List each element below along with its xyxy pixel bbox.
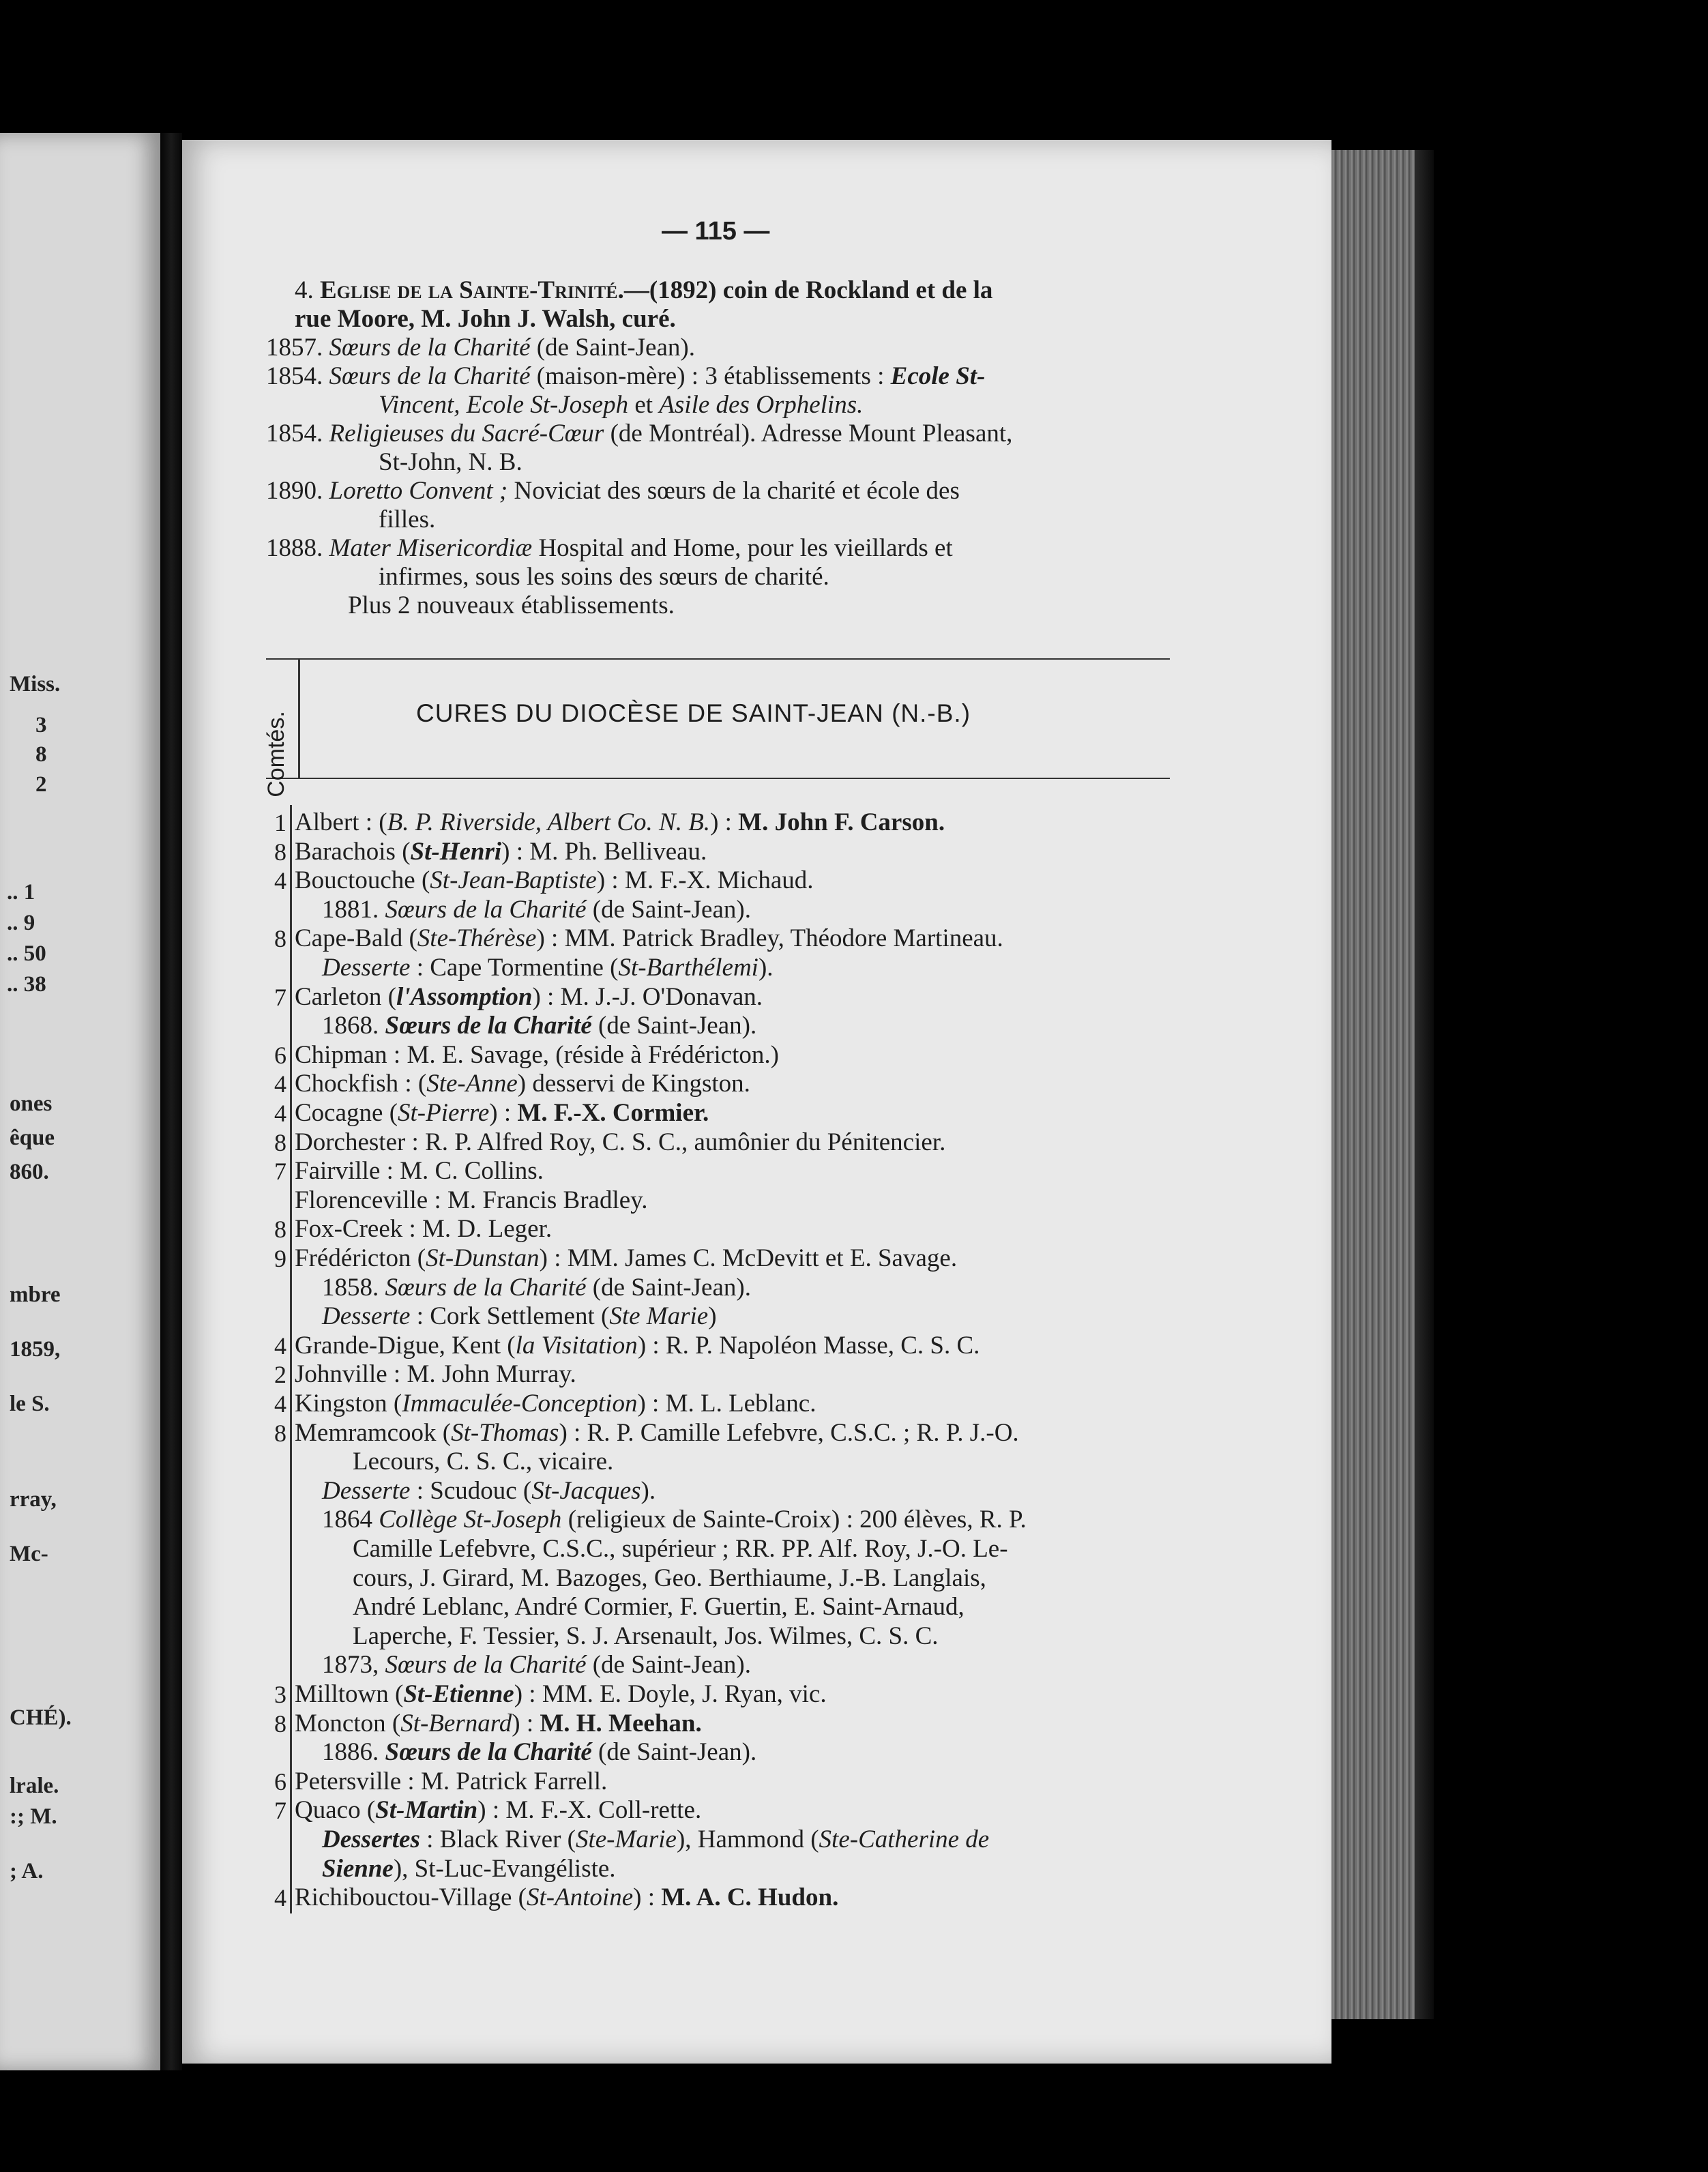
- parish-entry: [322, 896, 751, 924]
- text-run: B. P. Riverside, Albert Co. N. B.: [387, 808, 711, 836]
- text-run: Quaco (: [295, 1796, 376, 1825]
- text-run: Ecole St-: [890, 362, 986, 390]
- text-run: ) : MM. E. Doyle, J. Ryan, vic.: [514, 1680, 827, 1708]
- parish-entry: [295, 1070, 750, 1098]
- parish-entry: [295, 1186, 648, 1215]
- text-run: ) : R. P. Camille Lefebvre, C.S.C. ; R. P. J.-O.: [559, 1418, 1019, 1447]
- text-run: Cocagne (: [295, 1099, 398, 1127]
- text-run: Barachois (: [295, 837, 411, 866]
- text-run: (maison-mère) : 3 établissements :: [530, 362, 891, 390]
- text-run: St-Antoine: [526, 1883, 634, 1912]
- left-page-text: rray,: [10, 1487, 57, 1512]
- comte-count: 4: [274, 1884, 286, 1912]
- comte-count: 8: [274, 1709, 286, 1737]
- comte-count: 8: [274, 1419, 286, 1447]
- text-run: la Visitation: [515, 1331, 638, 1360]
- text-run: Religieuses du Sacré-Cœur: [329, 420, 604, 447]
- comtes-column-header: Comtés.: [263, 710, 289, 797]
- comte-count: 4: [274, 867, 286, 895]
- table-title: CURES DU DIOCÈSE DE SAINT-JEAN (N.-B.): [416, 699, 971, 727]
- parish-entry: [322, 1651, 751, 1679]
- text-run: Cape-Bald (: [295, 924, 417, 953]
- parish-entry: [295, 1041, 779, 1070]
- intro-line: [295, 305, 676, 334]
- parish-entry: [322, 1855, 616, 1883]
- text-run: ) : M. Ph. Belliveau.: [501, 837, 707, 866]
- text-run: Sienne: [322, 1854, 394, 1883]
- text-run: —(1892) coin de Rockland et de la: [623, 276, 993, 304]
- comte-count: 9: [274, 1245, 286, 1272]
- intro-line: [266, 534, 953, 563]
- intro-line: [379, 505, 435, 534]
- text-run: Albert : (: [295, 808, 387, 836]
- text-run: Sœurs de la Charité: [385, 1651, 587, 1679]
- parish-entry: [322, 1274, 751, 1302]
- text-run: Ste-Catherine de: [819, 1825, 990, 1853]
- comte-count: 4: [274, 1100, 286, 1127]
- text-run: Camille Lefebvre, C.S.C., supérieur ; RR. PP. Alf. Roy, J.-O. Le-: [353, 1535, 1008, 1563]
- text-run: St-Etienne: [403, 1680, 514, 1708]
- text-run: Sœurs de la Charité: [329, 334, 531, 362]
- parish-entry: [353, 1622, 939, 1651]
- text-run: St-Jean-Baptiste: [430, 866, 597, 895]
- text-run: ) : R. P. Napoléon Masse, C. S. C.: [637, 1331, 980, 1360]
- comte-count: 8: [274, 838, 286, 866]
- text-run: Immaculée-Conception: [402, 1390, 638, 1418]
- text-run: Richibouctou-Village (: [295, 1883, 527, 1912]
- left-page-text: 1859,: [10, 1337, 61, 1362]
- text-run: ) :: [633, 1883, 662, 1912]
- text-run: : Cape Tormentine (: [410, 954, 619, 982]
- parish-entry: [322, 1477, 656, 1506]
- intro-line: [266, 362, 985, 391]
- table-header-rule: [266, 778, 1170, 779]
- text-run: Desserte: [322, 1302, 411, 1331]
- parish-entry: [295, 1767, 607, 1796]
- text-run: Ste-Thérèse: [417, 924, 537, 953]
- intro-line: [348, 591, 675, 620]
- parish-entry: [322, 954, 774, 982]
- text-run: Frédéricton (: [295, 1244, 426, 1272]
- parish-entry: [295, 1157, 544, 1186]
- text-run: rue Moore, M. John J. Walsh, curé.: [295, 305, 676, 333]
- comte-count: 7: [274, 983, 286, 1011]
- text-run: 4.: [295, 276, 320, 304]
- parish-entry: [295, 1244, 957, 1273]
- text-run: Eglise de la Sainte-Trinité.: [320, 276, 624, 304]
- text-run: ) : MM. Patrick Bradley, Théodore Martineau.: [536, 924, 1003, 953]
- text-run: Laperche, F. Tessier, S. J. Arsenault, Jos. Wilmes, C. S. C.: [353, 1621, 939, 1650]
- comte-count: 8: [274, 1128, 286, 1156]
- text-run: M. H. Meehan.: [540, 1709, 702, 1737]
- text-run: St-Pierre: [398, 1099, 490, 1127]
- text-run: 1864: [322, 1506, 379, 1534]
- text-run: Collège St-Joseph: [379, 1506, 562, 1534]
- text-run: (religieux de Sainte-Croix) : 200 élèves, R. P.: [561, 1506, 1027, 1534]
- text-run: ) : M. J.-J. O'Donavan.: [532, 982, 763, 1011]
- page-number: — 115 —: [662, 217, 770, 246]
- left-page-text: Miss.: [10, 672, 61, 696]
- text-run: l'Assomption: [396, 982, 533, 1011]
- text-run: Florenceville : M. Francis Bradley.: [295, 1186, 648, 1214]
- text-run: 1881.: [322, 895, 385, 924]
- parish-entry: [295, 1128, 945, 1157]
- text-run: ), Hammond (: [676, 1825, 819, 1853]
- text-run: Milltown (: [295, 1680, 404, 1708]
- intro-line: [266, 420, 1012, 448]
- text-run: Dessertes: [322, 1825, 420, 1853]
- text-run: Fairville : M. C. Collins.: [295, 1157, 544, 1186]
- text-run: St-Thomas: [451, 1418, 559, 1447]
- text-run: ), St-Luc-Evangéliste.: [393, 1854, 616, 1883]
- text-run: Bouctouche (: [295, 866, 430, 895]
- text-run: M. John F. Carson.: [738, 808, 945, 836]
- text-run: ).: [758, 954, 774, 982]
- text-run: St-John, N. B.: [379, 448, 522, 476]
- parish-entry: [353, 1535, 1008, 1564]
- parish-entry: [353, 1448, 613, 1476]
- left-page-text: Mc-: [10, 1542, 48, 1566]
- text-run: 1890.: [266, 477, 329, 505]
- text-run: Memramcook (: [295, 1418, 452, 1447]
- text-run: Noviciat des sœurs de la charité et école des: [507, 477, 960, 505]
- text-run: ) : M. F.-X. Michaud.: [596, 866, 814, 895]
- text-run: M. F.-X. Cormier.: [517, 1099, 709, 1127]
- text-run: Fox-Creek : M. D. Leger.: [295, 1215, 553, 1244]
- text-run: (de Saint-Jean).: [586, 1651, 751, 1679]
- text-run: Sœurs de la Charité: [385, 895, 587, 924]
- text-run: St-Jacques: [531, 1476, 641, 1505]
- text-run: Sœurs de la Charité: [385, 1012, 592, 1040]
- text-run: Chipman : M. E. Savage, (réside à Frédéricton.): [295, 1040, 779, 1069]
- comte-count: 4: [274, 1390, 286, 1418]
- left-page-text: 2: [35, 772, 47, 797]
- text-run: ).: [640, 1476, 656, 1505]
- parish-entry: [295, 1883, 838, 1912]
- parish-entry: [322, 1738, 756, 1767]
- text-run: 1868.: [322, 1012, 385, 1040]
- text-run: Hospital and Home, pour les vieillards et: [532, 534, 953, 562]
- parish-entry: [295, 1332, 980, 1360]
- parish-entry: [322, 1302, 717, 1331]
- text-run: (de Saint-Jean).: [591, 1012, 757, 1040]
- text-run: St-Henri: [410, 837, 502, 866]
- parish-entry: [295, 1680, 827, 1709]
- text-run: Asile des Orphelins.: [659, 391, 864, 419]
- text-run: (de Saint-Jean).: [591, 1738, 757, 1767]
- text-run: : Black River (: [419, 1825, 576, 1853]
- text-run: St-Barthélemi: [618, 954, 759, 982]
- left-page-text: le S.: [10, 1392, 50, 1416]
- parish-entry: [295, 1099, 709, 1128]
- text-run: ) : MM. James C. McDevitt et E. Savage.: [539, 1244, 958, 1272]
- parish-entry: [322, 1825, 989, 1854]
- parish-entry: [295, 1390, 816, 1418]
- text-run: St-Dunstan: [426, 1244, 540, 1272]
- text-run: Ste-Marie: [575, 1825, 677, 1853]
- text-run: 1886.: [322, 1738, 385, 1767]
- text-run: Vincent, Ecole St-Joseph: [379, 391, 629, 419]
- text-run: Johnville : M. John Murray.: [295, 1360, 576, 1389]
- text-run: ) desservi de Kingston.: [517, 1070, 750, 1098]
- parish-entry: [295, 838, 707, 866]
- comte-count: 1: [274, 809, 286, 836]
- text-run: (de Saint-Jean).: [586, 895, 751, 924]
- parish-entry: [353, 1593, 965, 1621]
- text-run: : Scudouc (: [410, 1476, 532, 1505]
- intro-line: [266, 334, 695, 362]
- left-page-text: ones: [10, 1091, 53, 1116]
- book-gutter: [160, 133, 182, 2070]
- text-run: et: [628, 391, 660, 419]
- parish-entry: [322, 1012, 756, 1040]
- text-run: Desserte: [322, 1476, 411, 1505]
- parish-entry: [322, 1506, 1027, 1534]
- text-run: Kingston (: [295, 1390, 402, 1418]
- intro-line: [379, 448, 522, 477]
- text-run: ) :: [710, 808, 739, 836]
- comte-count: 8: [274, 1216, 286, 1244]
- text-run: Desserte: [322, 954, 411, 982]
- text-run: Lecours, C. S. C., vicaire.: [353, 1448, 614, 1476]
- comte-count: 3: [274, 1681, 286, 1708]
- left-page-text: :; M.: [10, 1804, 57, 1829]
- page-edges: [1331, 150, 1434, 2019]
- text-run: Ste Marie: [609, 1302, 709, 1331]
- text-run: : Cork Settlement (: [410, 1302, 610, 1331]
- text-run: André Leblanc, André Cormier, F. Guertin, E. Saint-Arnaud,: [353, 1593, 965, 1621]
- left-page-text: .. 1: [7, 880, 35, 905]
- text-run: St-Bernard: [400, 1709, 512, 1737]
- text-run: ) :: [512, 1709, 540, 1737]
- comte-count: 7: [274, 1797, 286, 1825]
- text-run: Petersville : M. Patrick Farrell.: [295, 1767, 608, 1795]
- text-run: Sœurs de la Charité: [329, 362, 531, 390]
- left-page-text: 860.: [10, 1160, 49, 1184]
- comte-count: 6: [274, 1041, 286, 1069]
- text-run: Loretto Convent ;: [329, 477, 508, 505]
- text-run: 1854.: [266, 362, 329, 390]
- header-column-rule: [298, 658, 300, 778]
- text-run: Moncton (: [295, 1709, 401, 1737]
- table-top-rule: [266, 658, 1170, 660]
- text-run: ) :: [489, 1099, 518, 1127]
- comte-count: 2: [274, 1361, 286, 1389]
- left-page-fragment: [0, 133, 160, 2070]
- text-run: (de Saint-Jean).: [586, 1273, 751, 1302]
- text-run: Chockfish : (: [295, 1070, 427, 1098]
- text-run: 1854.: [266, 420, 329, 447]
- left-page-text: 3: [35, 713, 47, 737]
- text-run: 1888.: [266, 534, 329, 562]
- text-run: Plus 2 nouveaux établissements.: [348, 591, 675, 619]
- left-page-text: CHÉ).: [10, 1705, 72, 1730]
- comte-count: 8: [274, 925, 286, 953]
- left-page-text: lrale.: [10, 1774, 59, 1798]
- parish-entry: [295, 866, 814, 895]
- left-page-text: êque: [10, 1126, 55, 1150]
- parish-entry: [353, 1564, 986, 1593]
- text-run: St-Martin: [375, 1796, 478, 1825]
- parish-entry: [295, 1796, 701, 1825]
- intro-line: [295, 276, 992, 305]
- parish-entry: [295, 1215, 552, 1244]
- text-run: Sœurs de la Charité: [385, 1273, 587, 1302]
- comte-count: 6: [274, 1767, 286, 1795]
- text-run: (de Montréal). Adresse Mount Pleasant,: [604, 420, 1013, 447]
- intro-line: [266, 477, 960, 505]
- comte-count: 4: [274, 1070, 286, 1098]
- count-column-rule: [290, 805, 292, 1913]
- left-page-text: .. 50: [7, 941, 46, 966]
- left-page-text: .. 38: [7, 972, 46, 997]
- text-run: Dorchester : R. P. Alfred Roy, C. S. C., aumônier du Pénitencier.: [295, 1128, 946, 1156]
- text-run: ) : M. F.-X. Coll-rette.: [477, 1796, 702, 1825]
- parish-entry: [295, 983, 763, 1012]
- text-run: ) : M. L. Leblanc.: [637, 1390, 816, 1418]
- parish-entry: [295, 1709, 702, 1738]
- intro-line: [379, 563, 829, 591]
- text-run: Sœurs de la Charité: [385, 1738, 592, 1767]
- text-run: 1873,: [322, 1651, 385, 1679]
- parish-entry: [295, 924, 1003, 953]
- parish-entry: [295, 1360, 576, 1389]
- text-run: filles.: [379, 505, 436, 533]
- left-page-text: mbre: [10, 1282, 61, 1307]
- text-run: Mater Misericordiæ: [329, 534, 533, 562]
- parish-entry: [295, 808, 945, 837]
- intro-line: [379, 391, 863, 420]
- comte-count: 4: [274, 1332, 286, 1360]
- parish-entry: [295, 1419, 1019, 1448]
- text-run: M. A. C. Hudon.: [661, 1883, 839, 1912]
- left-page-text: 8: [35, 742, 47, 767]
- text-run: Carleton (: [295, 982, 396, 1011]
- text-run: 1858.: [322, 1273, 385, 1302]
- left-page-text: .. 9: [7, 911, 35, 935]
- text-run: ): [708, 1302, 717, 1331]
- comte-count: 7: [274, 1158, 286, 1186]
- text-run: 1857.: [266, 334, 329, 362]
- text-run: Ste-Anne: [426, 1070, 518, 1098]
- text-run: infirmes, sous les soins des sœurs de charité.: [379, 563, 829, 591]
- left-page-text: ; A.: [10, 1859, 44, 1883]
- text-run: cours, J. Girard, M. Bazoges, Geo. Berthiaume, J.-B. Langlais,: [353, 1564, 986, 1592]
- text-run: (de Saint-Jean).: [530, 334, 695, 362]
- text-run: Grande-Digue, Kent (: [295, 1331, 516, 1360]
